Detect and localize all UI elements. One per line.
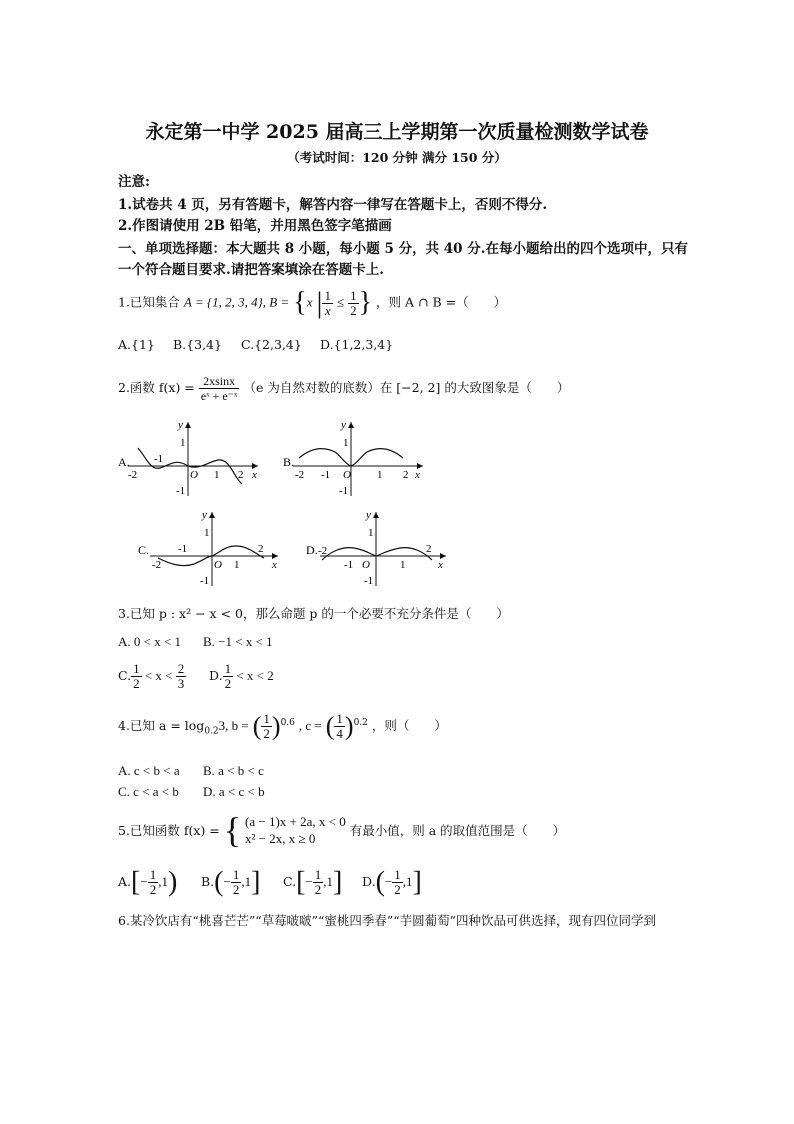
svg-text:y: y xyxy=(341,419,346,431)
graph-option-b[interactable] xyxy=(283,418,433,502)
question-2: 2.函数 f(x) = $\frac{2xsinx}{\text{eˣ + e⁻ˣ}}$ （e 为自然对数的底数）在 [−2, 2] 的大致图象是（ ） xyxy=(118,374,570,403)
svg-text:1: 1 xyxy=(343,437,349,449)
q3-option-d[interactable]: D. $\frac{1}{2}$ < x < 2 xyxy=(209,661,274,691)
q4-option-b[interactable]: B. a < b < c xyxy=(203,763,264,778)
graph-option-a[interactable] xyxy=(118,418,268,502)
svg-text:O: O xyxy=(214,559,222,571)
question-5: 5.已知函数 f(x) = { (a − 1)x + 2a, x < 0 x² − 2x, x ≥ 0 有最小值，则 a 的取值范围是（ ） xyxy=(118,810,566,850)
question-6: 6.某冷饮店有“桃喜芒芒”“草莓啵啵”“蜜桃四季春”“芋圆葡萄”四种饮品可供选择，现有四位同学到 xyxy=(118,913,657,928)
svg-text:-2: -2 xyxy=(318,545,328,557)
svg-text:1: 1 xyxy=(368,527,374,539)
svg-text:-2: -2 xyxy=(128,469,138,481)
notice-item-1: 1.试卷共 4 页，另有答题卡，解答内容一律写在答题卡上，否则不得分. xyxy=(118,197,548,213)
svg-text:-1: -1 xyxy=(344,559,354,571)
graph-c-label: C. xyxy=(138,543,150,557)
graph-a-label: A. xyxy=(118,455,130,469)
q3-option-b[interactable]: B. −1 < x < 1 xyxy=(203,634,273,649)
question-1: 1.已知集合 A = {1, 2, 3, 4}, B = {x | $\frac{1}{x}$ ≤ $\frac{1}{2}$ } ，则 A ∩ B =（ ） xyxy=(118,286,507,319)
svg-text:y: y xyxy=(178,419,183,431)
q4-option-d[interactable]: D. a < c < b xyxy=(203,784,265,799)
question-4: 4.已知 $a = \log_{0.2}3$, b = ( $\frac{1}{2}$ )$^{0.6}$ , c = ( $\frac{1}{4}$ )$^{0.2}$ ，则（ ） xyxy=(118,711,447,741)
exam-info: （考试时间：120 分钟 满分 150 分） xyxy=(287,150,507,165)
svg-text:1: 1 xyxy=(180,437,186,449)
svg-text:y: y xyxy=(202,509,207,521)
section-1-intro-2: 一个符合题目要求.请把答案填涂在答题卡上. xyxy=(118,262,384,278)
svg-text:x: x xyxy=(415,469,420,481)
q5-option-b[interactable]: B.(− $\frac{1}{2}$ ,1] xyxy=(201,866,261,898)
graph-option-d[interactable] xyxy=(306,508,456,592)
svg-text:x: x xyxy=(252,469,257,481)
notice-heading: 注意: xyxy=(118,174,150,190)
svg-text:-1: -1 xyxy=(176,485,186,497)
graph-d-label: D. xyxy=(306,543,318,557)
graph-option-c[interactable] xyxy=(138,508,288,592)
q3-option-c[interactable]: C. $\frac{1}{2}$ < x < $\frac{2}{3}$ xyxy=(118,661,185,691)
q1-option-d[interactable]: D.{1,2,3,4} xyxy=(320,337,394,352)
svg-text:-1: -1 xyxy=(364,575,374,587)
svg-text:2: 2 xyxy=(403,469,409,481)
svg-text:1: 1 xyxy=(204,527,210,539)
svg-text:1: 1 xyxy=(400,559,406,571)
svg-text:O: O xyxy=(190,469,198,481)
page-title: 永定第一中学 2025 届高三上学期第一次质量检测数学试卷 xyxy=(145,121,649,143)
q5-option-c[interactable]: C.[− $\frac{1}{2}$ ,1] xyxy=(283,866,343,898)
svg-text:-2: -2 xyxy=(295,469,305,481)
svg-text:x: x xyxy=(272,559,277,571)
q4-option-c[interactable]: C. c < a < b xyxy=(118,784,179,799)
svg-text:2: 2 xyxy=(258,543,264,555)
graph-b-label: B. xyxy=(283,455,295,469)
svg-text:2: 2 xyxy=(426,543,432,555)
svg-text:y: y xyxy=(366,509,371,521)
notice-item-2: 2.作图请使用 2B 铅笔，并用黑色签字笔描画 xyxy=(118,218,392,234)
q5-option-a[interactable]: A.[− $\frac{1}{2}$ ,1) xyxy=(118,866,178,898)
section-1-intro: 一、单项选择题：本大题共 8 小题，每小题 5 分，共 40 分.在每小题给出的四个选项中，只有 xyxy=(118,241,688,257)
svg-text:-1: -1 xyxy=(321,469,331,481)
svg-text:1: 1 xyxy=(214,469,220,481)
q4-option-a[interactable]: A. c < b < a xyxy=(118,763,180,778)
question-3: 3.已知 p : x² − x < 0，那么命题 p 的一个必要不充分条件是（ ） xyxy=(118,606,509,621)
svg-text:2: 2 xyxy=(238,469,244,481)
svg-text:x: x xyxy=(438,559,443,571)
q1-option-a[interactable]: A.{1} xyxy=(118,337,155,352)
svg-text:1: 1 xyxy=(234,559,240,571)
q3-option-a[interactable]: A. 0 < x < 1 xyxy=(118,634,182,649)
svg-text:-2: -2 xyxy=(152,559,162,571)
svg-text:-1: -1 xyxy=(178,543,188,555)
q1-option-c[interactable]: C.{2,3,4} xyxy=(241,337,302,352)
svg-text:O: O xyxy=(362,559,370,571)
svg-text:1: 1 xyxy=(377,469,383,481)
q1-option-b[interactable]: B.{3,4} xyxy=(173,337,222,352)
q5-option-d[interactable]: D.(− $\frac{1}{2}$ ,1] xyxy=(362,866,422,898)
svg-text:-1: -1 xyxy=(154,453,164,465)
svg-text:-1: -1 xyxy=(200,575,210,587)
svg-text:-1: -1 xyxy=(339,485,349,497)
svg-text:O: O xyxy=(343,469,351,481)
